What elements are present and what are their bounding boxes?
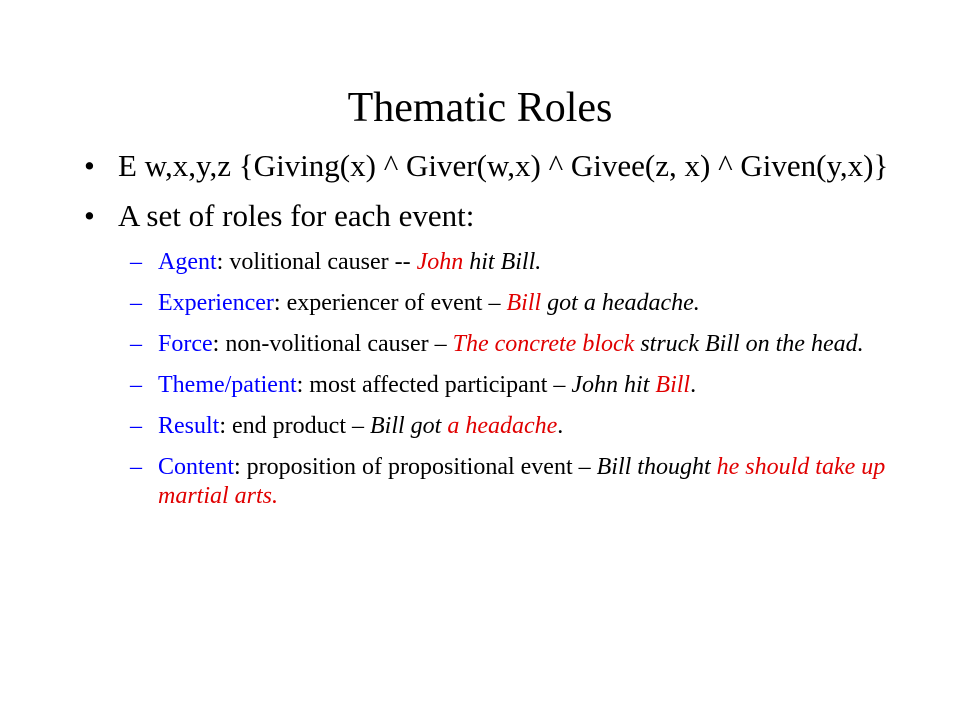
role-result: [80, 412, 900, 441]
bullet-glyph: •: [84, 148, 95, 183]
role-desc: end product –: [232, 413, 370, 439]
bullet-glyph: •: [84, 198, 95, 233]
role-desc: non-volitional causer –: [225, 331, 453, 357]
role-example: Bill got: [369, 413, 448, 439]
role-agent: [80, 248, 900, 277]
role-name: Theme/patient: [158, 372, 297, 398]
role-example: hit Bill.: [463, 249, 542, 275]
role-desc: volitional causer --: [229, 249, 417, 275]
dash-glyph: –: [130, 249, 142, 275]
role-desc: proposition of propositional event –: [246, 454, 597, 480]
role-example-end: .: [690, 372, 697, 398]
role-example-highlight: a headache: [447, 413, 558, 439]
role-name: Force: [158, 331, 213, 357]
role-example-highlight: Bill: [655, 372, 691, 398]
role-sep: :: [296, 372, 310, 398]
dash-glyph: –: [130, 454, 142, 480]
role-example-highlight: John: [416, 249, 464, 275]
bullet-text: E w,x,y,z {Giving(x) ^ Giver(w,x) ^ Givee(z, x) ^ Given(y,x)}: [118, 148, 889, 183]
role-example-end: .: [557, 413, 564, 439]
bullet-giving-formula: [80, 148, 900, 184]
bullet-text: A set of roles for each event:: [118, 198, 475, 233]
role-list: [80, 248, 900, 511]
role-theme-patient: [80, 371, 900, 400]
role-example: John hit: [571, 372, 656, 398]
role-example: struck Bill on the head.: [634, 331, 864, 357]
role-sep: :: [212, 331, 226, 357]
role-name: Experiencer: [158, 290, 274, 316]
bullet-role-set: [80, 198, 900, 234]
dash-glyph: –: [130, 372, 142, 398]
role-content: [80, 453, 900, 511]
dash-glyph: –: [130, 331, 142, 357]
role-desc: experiencer of event –: [286, 290, 507, 316]
role-name: Agent: [158, 249, 217, 275]
role-desc: most affected participant –: [309, 372, 572, 398]
role-sep: :: [234, 454, 247, 480]
role-example-highlight: Bill: [506, 290, 542, 316]
role-example-highlight: The concrete block: [452, 331, 635, 357]
role-experiencer: [80, 289, 900, 318]
dash-glyph: –: [130, 290, 142, 316]
role-force: [80, 330, 900, 359]
role-sep: :: [273, 290, 287, 316]
role-example: Bill thought: [596, 454, 717, 480]
role-example-highlight: he should take up martial arts.: [158, 454, 886, 509]
role-sep: :: [216, 249, 230, 275]
role-name: Content: [158, 454, 234, 480]
role-sep: :: [219, 413, 233, 439]
bullet-list: [80, 148, 900, 523]
slide-title: Thematic Roles: [347, 85, 613, 131]
role-name: Result: [158, 413, 220, 439]
role-example: got a headache.: [541, 290, 700, 316]
dash-glyph: –: [130, 413, 142, 439]
